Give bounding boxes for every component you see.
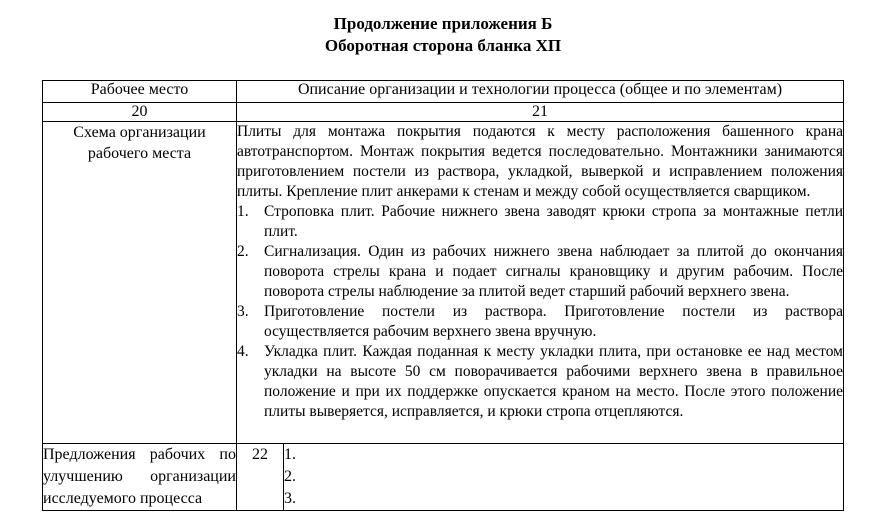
step-number: 4. <box>237 343 249 360</box>
proposals-list-item: 3. <box>284 490 296 507</box>
column-number-row <box>43 103 844 122</box>
code-cell-22: 22 <box>237 444 284 511</box>
form-table <box>42 80 844 511</box>
step-text: Укладка плит. Каждая поданная к месту укладки плита, при остановке ее над местом укладки на высоте 50 см поворачивается рабочими верхнего звена в правильное положение и при их поддержке опускается краном на место. После этого положение плиты выверяется, исправляется, и крюки стропа отцепляются. <box>264 343 843 420</box>
step-number: 2. <box>237 243 249 260</box>
step-number: 3. <box>237 303 249 320</box>
scheme-label-cell: Схема организации рабочего места <box>43 122 237 444</box>
proposals-row <box>43 444 844 511</box>
scheme-row <box>43 122 844 444</box>
proposals-list-item: 2. <box>284 468 296 485</box>
step-text: Строповка плит. Рабочие нижнего звена заводят крюки стропа за монтажные петли плит. <box>264 203 843 240</box>
header-cell-workplace: Рабочее место <box>43 81 237 103</box>
page-header <box>0 0 886 57</box>
proposals-list-item: 1. <box>284 446 296 463</box>
proposals-list <box>284 444 844 511</box>
process-step <box>237 202 843 242</box>
column-number-20: 20 <box>43 103 237 122</box>
process-intro-paragraph: Плиты для монтажа покрытия подаются к месту расположения башенного крана автотранспортом. Монтаж покрытия ведется последовательно. Монтажники занимаются приготовлением постели из раствора, укладкой, выверкой и исправлением положения плиты. Крепление плит анкерами к стенам и между собой осуществляется сварщиком. <box>237 123 843 200</box>
proposals-label-cell: Предложения рабочих по улучшению организации исследуемого процесса <box>43 444 237 511</box>
process-description-text <box>237 122 843 440</box>
process-description-cell <box>237 122 844 444</box>
process-step <box>237 342 843 422</box>
page-title: Продолжение приложения Б <box>333 14 553 33</box>
column-number-21: 21 <box>237 103 844 122</box>
process-step <box>237 242 843 302</box>
step-text: Сигнализация. Один из рабочих нижнего звена наблюдает за плитой до окончания поворота стрелы крана и подает сигналы крановщику и другим рабочим. После поворота стрелы наблюдение за плитой ведет старший рабочий верхнего звена. <box>264 243 843 300</box>
page-subtitle: Оборотная сторона бланка ХП <box>324 36 562 55</box>
step-text: Приготовление постели из раствора. Приготовление постели из раствора осуществляется рабочим верхнего звена вручную. <box>264 303 843 340</box>
step-number: 1. <box>237 203 249 220</box>
process-step <box>237 302 843 342</box>
table-header-row <box>43 81 844 103</box>
header-cell-description: Описание организации и технологии процесса (общее и по элементам) <box>237 81 844 103</box>
